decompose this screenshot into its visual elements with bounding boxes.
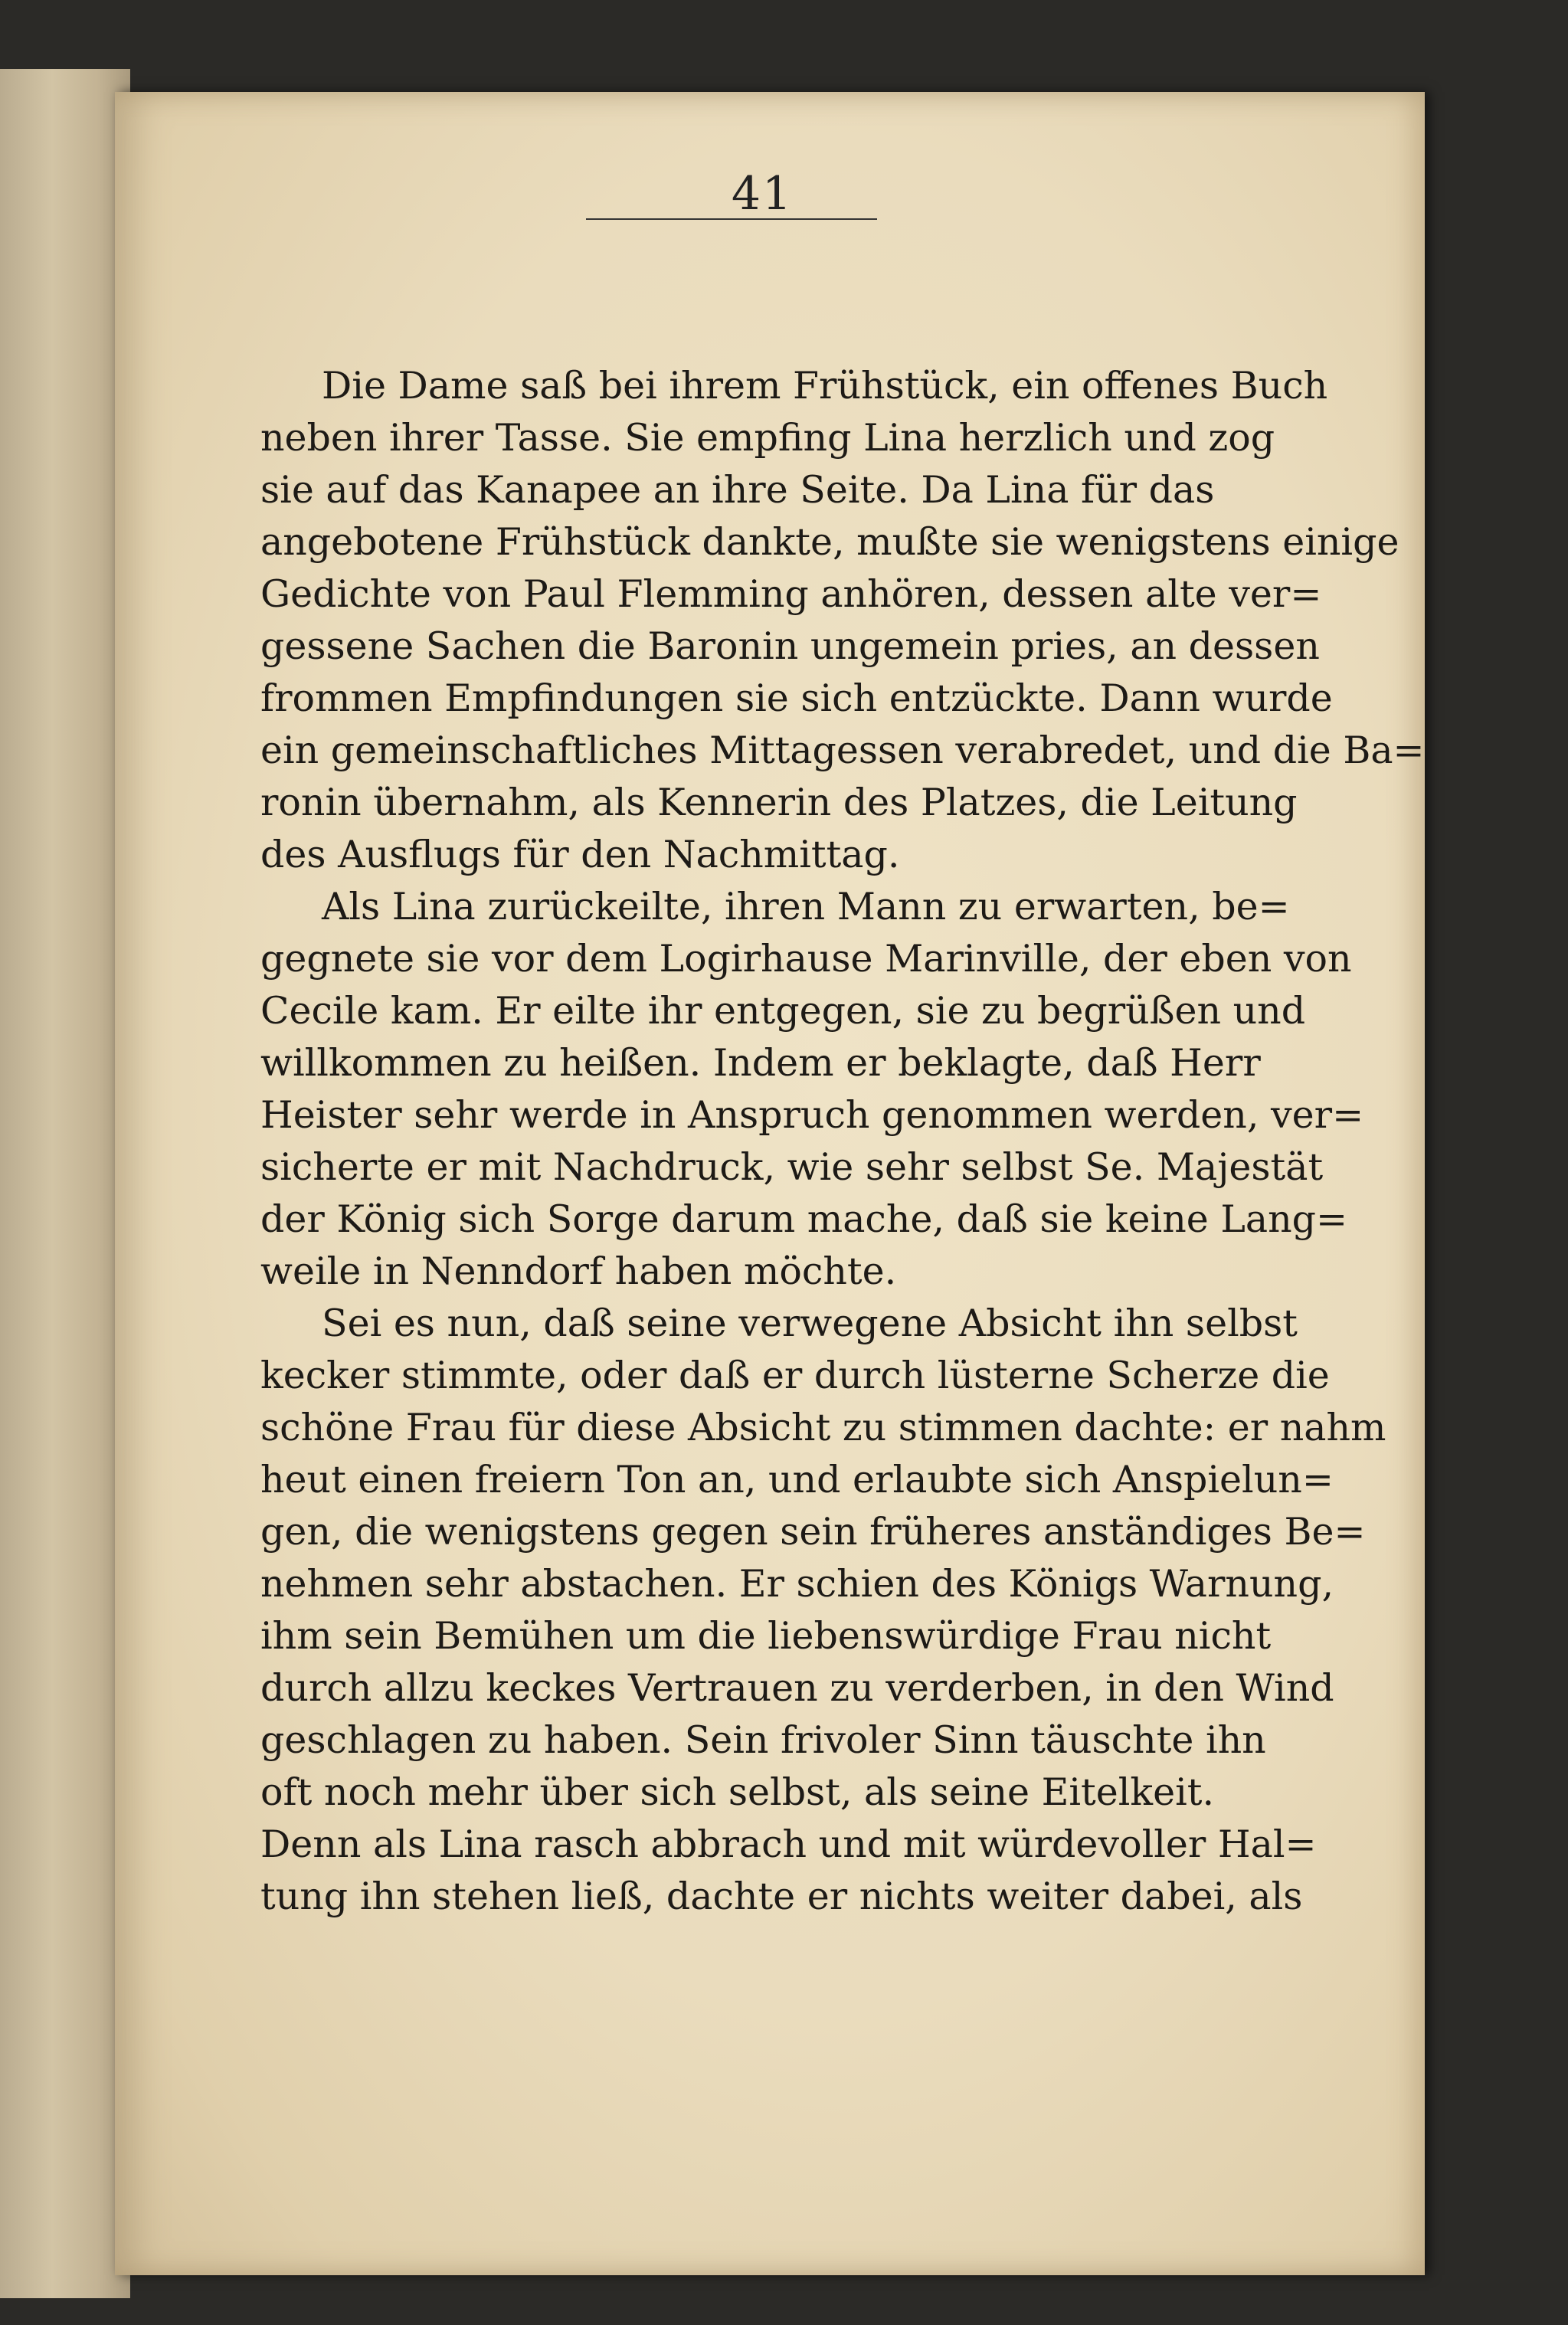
text-line: gessene Sachen die Baronin ungemein pries, an dessen bbox=[260, 624, 1320, 668]
text-line: Die Dame saß bei ihrem Frühstück, ein offenes Buch bbox=[322, 364, 1328, 408]
text-line: Gedichte von Paul Flemming anhören, dessen alte ver= bbox=[260, 572, 1322, 616]
page-number: 41 bbox=[731, 167, 794, 221]
text-line: Cecile kam. Er eilte ihr entgegen, sie zu begrüßen und bbox=[260, 989, 1306, 1033]
text-line: gegnete sie vor dem Logirhause Marinville, der eben von bbox=[260, 937, 1352, 981]
text-line: Denn als Lina rasch abbrach und mit würdevoller Hal= bbox=[260, 1822, 1317, 1866]
text-line: ihm sein Bemühen um die liebenswürdige Frau nicht bbox=[260, 1614, 1272, 1658]
text-line: nehmen sehr abstachen. Er schien des Königs Warnung, bbox=[260, 1562, 1334, 1606]
text-line: des Ausflugs für den Nachmittag. bbox=[260, 833, 900, 876]
text-line: angebotene Frühstück dankte, mußte sie wenigstens einige bbox=[260, 520, 1399, 564]
text-line: Sei es nun, daß seine verwegene Absicht ihn selbst bbox=[322, 1302, 1298, 1345]
text-line: sie auf das Kanapee an ihre Seite. Da Lina für das bbox=[260, 468, 1215, 512]
text-line: Heister sehr werde in Anspruch genommen werden, ver= bbox=[260, 1093, 1364, 1137]
text-line: heut einen freiern Ton an, und erlaubte sich Anspielun= bbox=[260, 1458, 1334, 1501]
text-line: schöne Frau für diese Absicht zu stimmen dachte: er nahm bbox=[260, 1406, 1386, 1449]
text-line: oft noch mehr über sich selbst, als seine Eitelkeit. bbox=[260, 1770, 1215, 1814]
text-line: weile in Nenndorf haben möchte. bbox=[260, 1249, 897, 1293]
text-line: ronin übernahm, als Kennerin des Platzes, die Leitung bbox=[260, 781, 1298, 824]
text-line: tung ihn stehen ließ, dachte er nichts weiter dabei, als bbox=[260, 1875, 1303, 1918]
text-line: neben ihrer Tasse. Sie empfing Lina herzlich und zog bbox=[260, 416, 1275, 460]
text-line: willkommen zu heißen. Indem er beklagte, daß Herr bbox=[260, 1041, 1261, 1085]
text-line: kecker stimmte, oder daß er durch lüsterne Scherze die bbox=[260, 1354, 1330, 1397]
text-line: der König sich Sorge darum mache, daß sie keine Lang= bbox=[260, 1197, 1348, 1241]
text-line: durch allzu keckes Vertrauen zu verderben, in den Wind bbox=[260, 1666, 1334, 1710]
text-line: frommen Empfindungen sie sich entzückte. Dann wurde bbox=[260, 676, 1333, 720]
header-rule bbox=[586, 218, 877, 220]
text-line: gen, die wenigstens gegen sein früheres anständiges Be= bbox=[260, 1510, 1366, 1554]
left-page-edge bbox=[0, 69, 130, 2298]
text-line: ein gemeinschaftliches Mittagessen verabredet, und die Ba= bbox=[260, 729, 1425, 772]
body-text bbox=[260, 360, 1425, 1923]
text-line: sicherte er mit Nachdruck, wie sehr selbst Se. Majestät bbox=[260, 1145, 1324, 1189]
text-line: geschlagen zu haben. Sein frivoler Sinn täuschte ihn bbox=[260, 1718, 1266, 1762]
text-line: Als Lina zurückeilte, ihren Mann zu erwarten, be= bbox=[322, 885, 1290, 928]
